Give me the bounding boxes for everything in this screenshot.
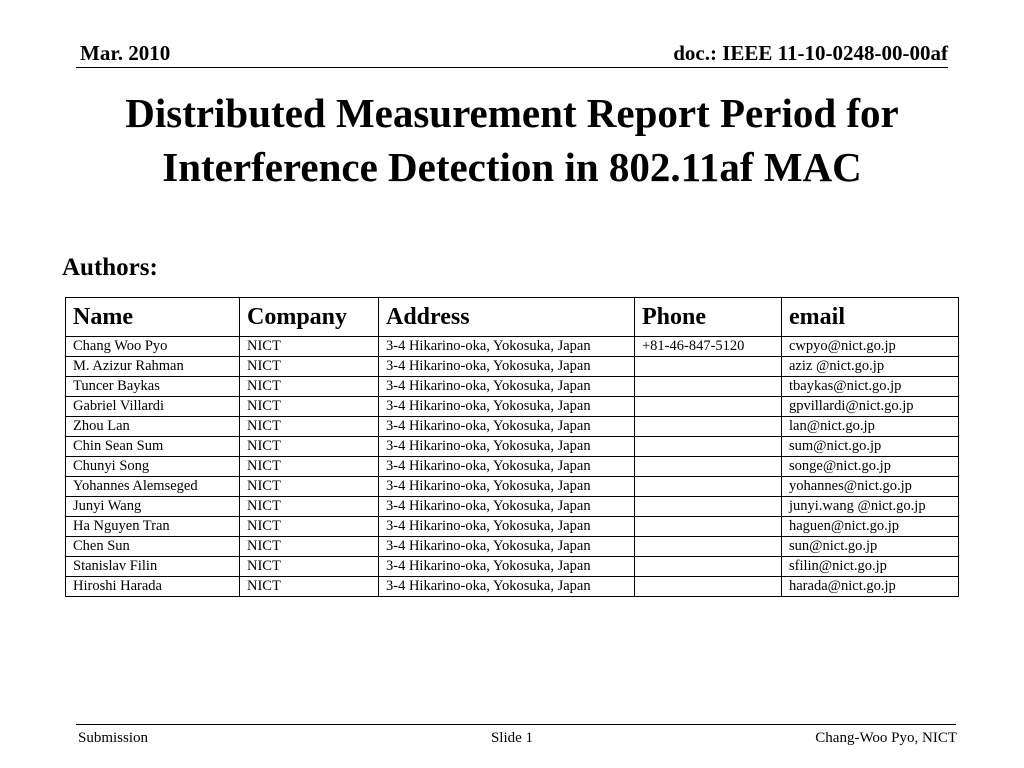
footer-divider: [76, 724, 956, 725]
company-cell: NICT: [240, 397, 379, 417]
email-cell: sfilin@nict.go.jp: [782, 557, 959, 577]
company-cell: NICT: [240, 457, 379, 477]
address-cell: 3-4 Hikarino-oka, Yokosuka, Japan: [379, 577, 635, 597]
email-cell: haguen@nict.go.jp: [782, 517, 959, 537]
authors-table: [65, 297, 959, 597]
phone-cell: [635, 577, 782, 597]
company-cell: NICT: [240, 557, 379, 577]
table-row: [66, 537, 959, 557]
author-name-cell: Zhou Lan: [66, 417, 240, 437]
table-row: [66, 517, 959, 537]
author-name-cell: Junyi Wang: [66, 497, 240, 517]
company-cell: NICT: [240, 577, 379, 597]
company-cell: NICT: [240, 537, 379, 557]
author-name-cell: M. Azizur Rahman: [66, 357, 240, 377]
email-cell: cwpyo@nict.go.jp: [782, 337, 959, 357]
email-cell: yohannes@nict.go.jp: [782, 477, 959, 497]
footer-author: Chang-Woo Pyo, NICT: [815, 730, 957, 746]
phone-cell: [635, 377, 782, 397]
table-row: [66, 377, 959, 397]
table-row: [66, 397, 959, 417]
address-cell: 3-4 Hikarino-oka, Yokosuka, Japan: [379, 377, 635, 397]
email-cell: sun@nict.go.jp: [782, 537, 959, 557]
author-name-cell: Chen Sun: [66, 537, 240, 557]
table-row: [66, 557, 959, 577]
authors-table-body: [66, 337, 959, 597]
address-cell: 3-4 Hikarino-oka, Yokosuka, Japan: [379, 457, 635, 477]
company-cell: NICT: [240, 337, 379, 357]
footer-submission: Submission: [78, 730, 149, 746]
address-cell: 3-4 Hikarino-oka, Yokosuka, Japan: [379, 557, 635, 577]
authors-label: Authors:: [62, 254, 158, 281]
table-row: [66, 417, 959, 437]
author-name-cell: Stanislav Filin: [66, 557, 240, 577]
company-cell: NICT: [240, 357, 379, 377]
author-name-cell: Tuncer Baykas: [66, 377, 240, 397]
table-row: [66, 457, 959, 477]
email-cell: aziz @nict.go.jp: [782, 357, 959, 377]
column-header-company: Company: [240, 298, 379, 337]
company-cell: NICT: [240, 377, 379, 397]
company-cell: NICT: [240, 417, 379, 437]
address-cell: 3-4 Hikarino-oka, Yokosuka, Japan: [379, 477, 635, 497]
company-cell: NICT: [240, 477, 379, 497]
phone-cell: [635, 557, 782, 577]
header-divider: [76, 67, 948, 68]
address-cell: 3-4 Hikarino-oka, Yokosuka, Japan: [379, 397, 635, 417]
table-row: [66, 497, 959, 517]
phone-cell: +81-46-847-5120: [635, 337, 782, 357]
phone-cell: [635, 537, 782, 557]
author-name-cell: Ha Nguyen Tran: [66, 517, 240, 537]
slide-title: [40, 86, 984, 194]
slide-number: Slide 1: [490, 730, 534, 746]
company-cell: NICT: [240, 437, 379, 457]
author-name-cell: Chang Woo Pyo: [66, 337, 240, 357]
phone-cell: [635, 397, 782, 417]
phone-cell: [635, 417, 782, 437]
phone-cell: [635, 497, 782, 517]
author-name-cell: Yohannes Alemseged: [66, 477, 240, 497]
phone-cell: [635, 357, 782, 377]
company-cell: NICT: [240, 517, 379, 537]
email-cell: harada@nict.go.jp: [782, 577, 959, 597]
authors-table-header-row: [66, 298, 959, 337]
column-header-phone: Phone: [635, 298, 782, 337]
table-row: [66, 437, 959, 457]
header-date: Mar. 2010: [80, 41, 171, 65]
address-cell: 3-4 Hikarino-oka, Yokosuka, Japan: [379, 417, 635, 437]
table-row: [66, 477, 959, 497]
email-cell: lan@nict.go.jp: [782, 417, 959, 437]
column-header-email: email: [782, 298, 959, 337]
author-name-cell: Chunyi Song: [66, 457, 240, 477]
company-cell: NICT: [240, 497, 379, 517]
address-cell: 3-4 Hikarino-oka, Yokosuka, Japan: [379, 517, 635, 537]
author-name-cell: Hiroshi Harada: [66, 577, 240, 597]
address-cell: 3-4 Hikarino-oka, Yokosuka, Japan: [379, 357, 635, 377]
slide-title-line-2: Interference Detection in 802.11af MAC: [162, 144, 862, 190]
address-cell: 3-4 Hikarino-oka, Yokosuka, Japan: [379, 437, 635, 457]
column-header-name: Name: [66, 298, 240, 337]
address-cell: 3-4 Hikarino-oka, Yokosuka, Japan: [379, 497, 635, 517]
phone-cell: [635, 437, 782, 457]
email-cell: songe@nict.go.jp: [782, 457, 959, 477]
email-cell: sum@nict.go.jp: [782, 437, 959, 457]
author-name-cell: Chin Sean Sum: [66, 437, 240, 457]
email-cell: gpvillardi@nict.go.jp: [782, 397, 959, 417]
author-name-cell: Gabriel Villardi: [66, 397, 240, 417]
slide-title-line-1: Distributed Measurement Report Period for: [125, 90, 899, 136]
address-cell: 3-4 Hikarino-oka, Yokosuka, Japan: [379, 537, 635, 557]
phone-cell: [635, 477, 782, 497]
table-row: [66, 337, 959, 357]
table-row: [66, 357, 959, 377]
phone-cell: [635, 517, 782, 537]
column-header-address: Address: [379, 298, 635, 337]
phone-cell: [635, 457, 782, 477]
email-cell: junyi.wang @nict.go.jp: [782, 497, 959, 517]
address-cell: 3-4 Hikarino-oka, Yokosuka, Japan: [379, 337, 635, 357]
table-row: [66, 577, 959, 597]
email-cell: tbaykas@nict.go.jp: [782, 377, 959, 397]
document-id: doc.: IEEE 11-10-0248-00-00af: [673, 41, 948, 65]
